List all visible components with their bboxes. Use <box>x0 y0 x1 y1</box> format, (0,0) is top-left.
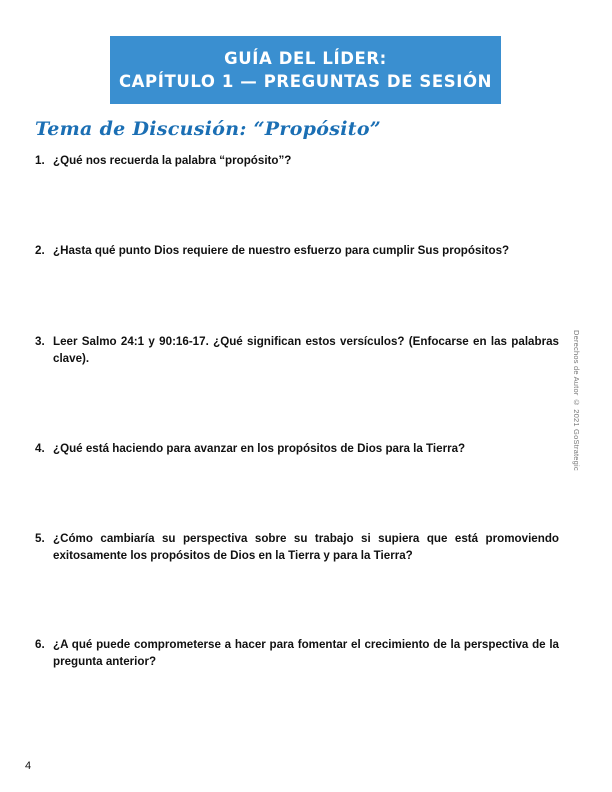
banner-title-line1: GUÍA DEL LÍDER: <box>224 49 387 68</box>
question-text: ¿Cómo cambiaría su perspectiva sobre su trabajo si supiera que está promoviendo exitosamente los propósitos de Dios en la Tierra y para la Tierra? <box>53 532 559 562</box>
page-number: 4 <box>25 760 32 772</box>
question-number: 5. <box>35 532 45 545</box>
question-item <box>35 440 559 457</box>
topic-title: Tema de Discusión: “Propósito” <box>35 118 382 140</box>
question-item <box>35 530 559 564</box>
question-text: Leer Salmo 24:1 y 90:16-17. ¿Qué significan estos versículos? (Enfocarse en las palabras clave). <box>53 335 559 365</box>
question-item <box>35 333 559 367</box>
question-number: 3. <box>35 335 45 348</box>
question-number: 6. <box>35 638 45 651</box>
question-text: ¿A qué puede comprometerse a hacer para fomentar el crecimiento de la perspectiva de la pregunta anterior? <box>53 638 559 668</box>
question-number: 4. <box>35 442 45 455</box>
question-item <box>35 636 559 670</box>
question-text: ¿Qué nos recuerda la palabra “propósito”? <box>53 154 292 167</box>
chapter-banner <box>110 36 501 104</box>
question-item <box>35 152 559 169</box>
question-text: ¿Hasta qué punto Dios requiere de nuestro esfuerzo para cumplir Sus propósitos? <box>53 244 510 257</box>
copyright-note: Derechos de Autor © 2021 GoStrategic <box>572 330 581 471</box>
question-text: ¿Qué está haciendo para avanzar en los propósitos de Dios para la Tierra? <box>53 442 466 455</box>
question-item <box>35 242 559 259</box>
question-number: 1. <box>35 154 45 167</box>
banner-title-line2: CAPÍTULO 1 — PREGUNTAS DE SESIÓN <box>118 72 493 91</box>
question-number: 2. <box>35 244 45 257</box>
